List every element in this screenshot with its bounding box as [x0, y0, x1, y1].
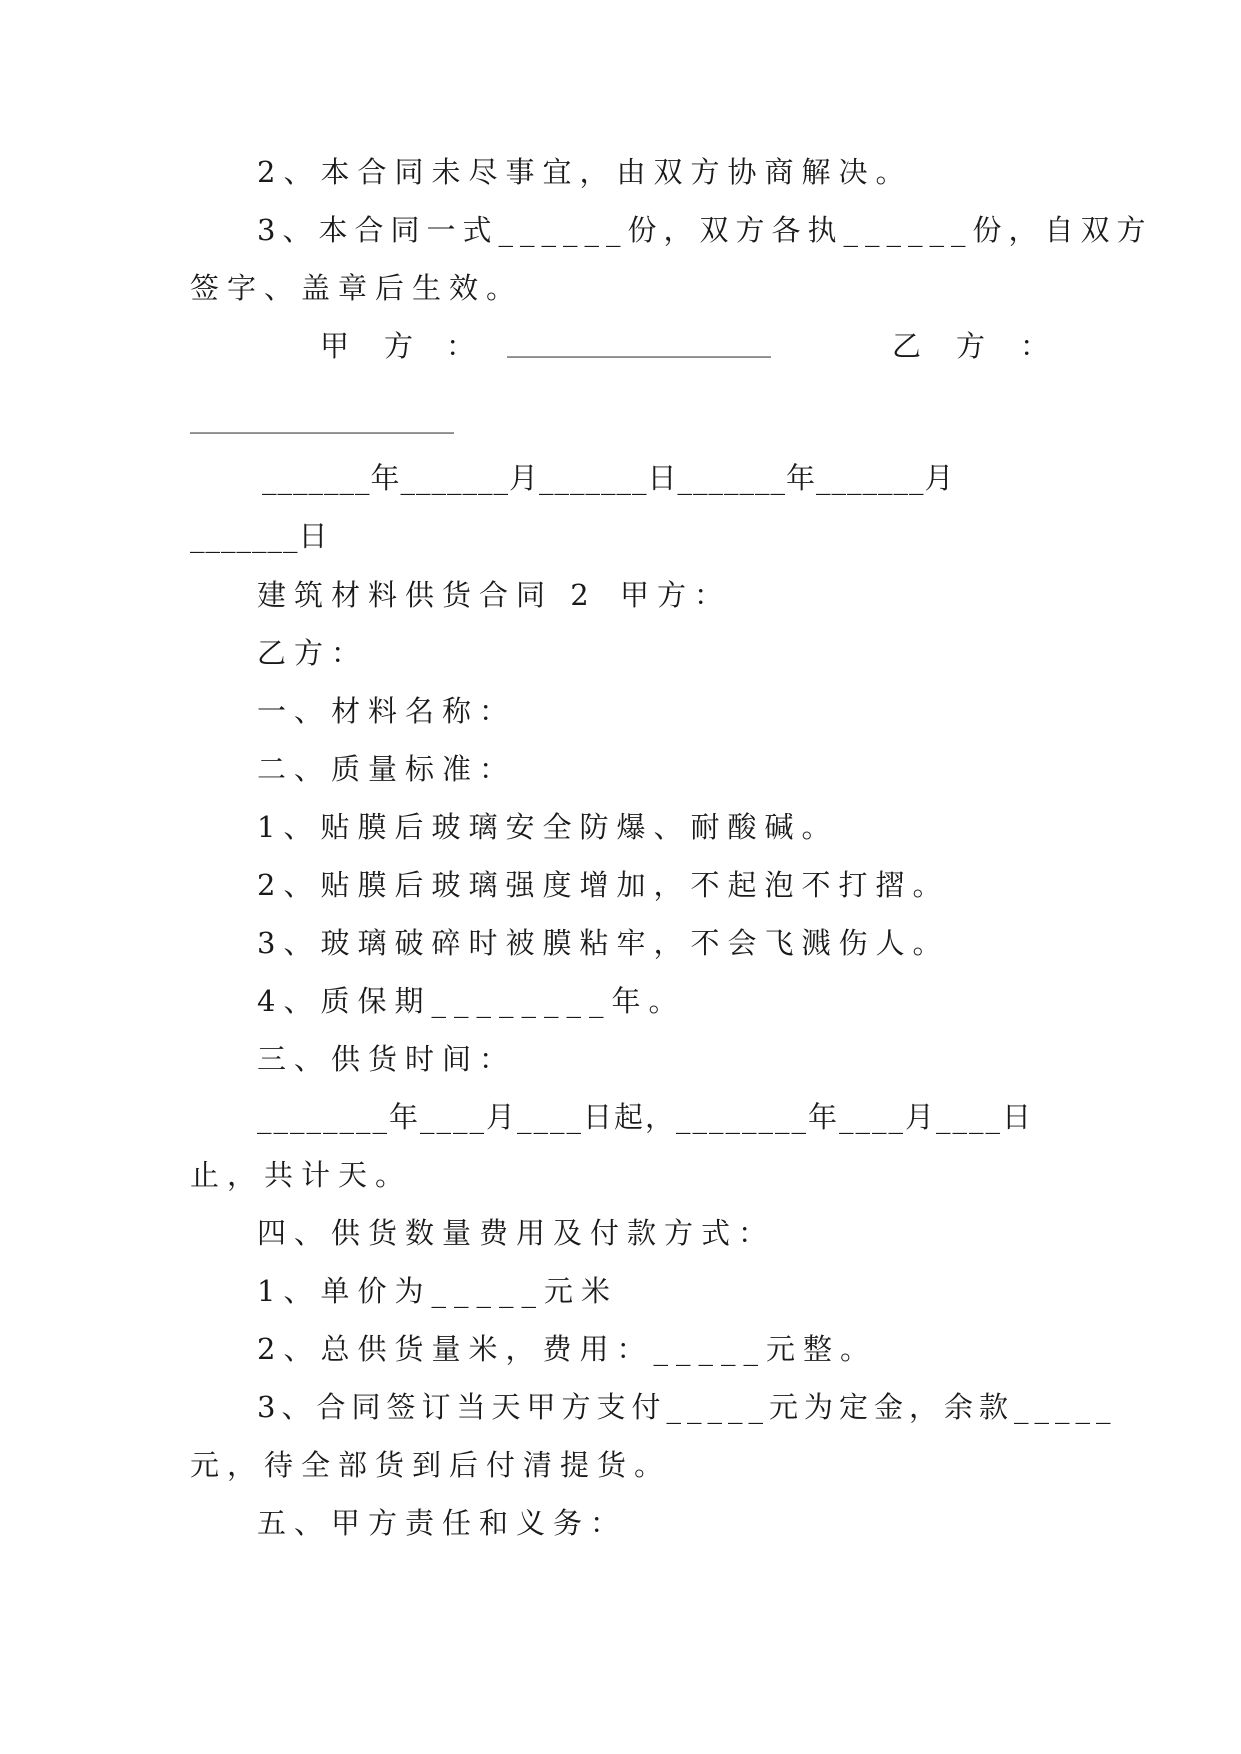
signature-dates-continued: _______日 — [190, 519, 329, 553]
quality-item-1: 1、贴膜后玻璃安全防爆、耐酸碱。 — [257, 810, 839, 844]
payment-item-3-deposit: 3、合同签订当天甲方支付_____元为定金，余款_____ — [257, 1390, 1117, 1424]
party-b-colon: ： — [1020, 329, 1058, 363]
party-a-char-1: 甲 — [320, 329, 358, 363]
section-2-quality-standard: 二、质量标准： — [257, 752, 517, 786]
section-4-quantity-fee-payment: 四、供货数量费用及付款方式： — [257, 1216, 776, 1250]
party-a-signature-blank: ______________________ — [507, 330, 771, 358]
quality-item-3: 3、玻璃破碎时被膜粘牢，不会飞溅伤人。 — [257, 926, 950, 960]
party-b-signature-blank: ______________________ — [190, 406, 454, 434]
supply-period-total-days: 止，共计天。 — [190, 1158, 413, 1192]
party-a-label: 甲方： — [620, 578, 732, 612]
party-b-label: 乙方： — [257, 636, 369, 670]
clause-3-copies-continued: 签字、盖章后生效。 — [190, 271, 524, 305]
section-3-supply-time: 三、供货时间： — [257, 1042, 517, 1076]
payment-item-3-continued: 元，待全部货到后付清提货。 — [190, 1448, 672, 1482]
payment-item-1-unit-price: 1、单价为_____元米 — [257, 1274, 618, 1308]
party-b-char-2: 方 — [956, 329, 994, 363]
quality-item-2: 2、贴膜后玻璃强度增加，不起泡不打摺。 — [257, 868, 950, 902]
supply-period-dates: ________年____月____日起，________年____月____日 — [257, 1100, 1034, 1134]
contract-title-2: 建筑材料供货合同 2 — [257, 578, 597, 612]
party-a-char-2: 方 — [384, 329, 422, 363]
party-b-char-1: 乙 — [892, 329, 930, 363]
section-5-party-a-duties: 五、甲方责任和义务： — [257, 1506, 628, 1540]
clause-2-unresolved-matters: 2、本合同未尽事宜，由双方协商解决。 — [257, 155, 913, 189]
party-a-colon: ： — [446, 329, 484, 363]
signature-dates: _______年_______月_______日_______年_______月 — [262, 461, 955, 495]
payment-item-2-total: 2、总供货量米，费用：_____元整。 — [257, 1332, 877, 1366]
clause-3-copies: 3、本合同一式______份，双方各执______份，自双方 — [257, 213, 1153, 247]
section-1-material-name: 一、材料名称： — [257, 694, 517, 728]
quality-item-4-warranty: 4、质保期________年。 — [257, 984, 686, 1018]
